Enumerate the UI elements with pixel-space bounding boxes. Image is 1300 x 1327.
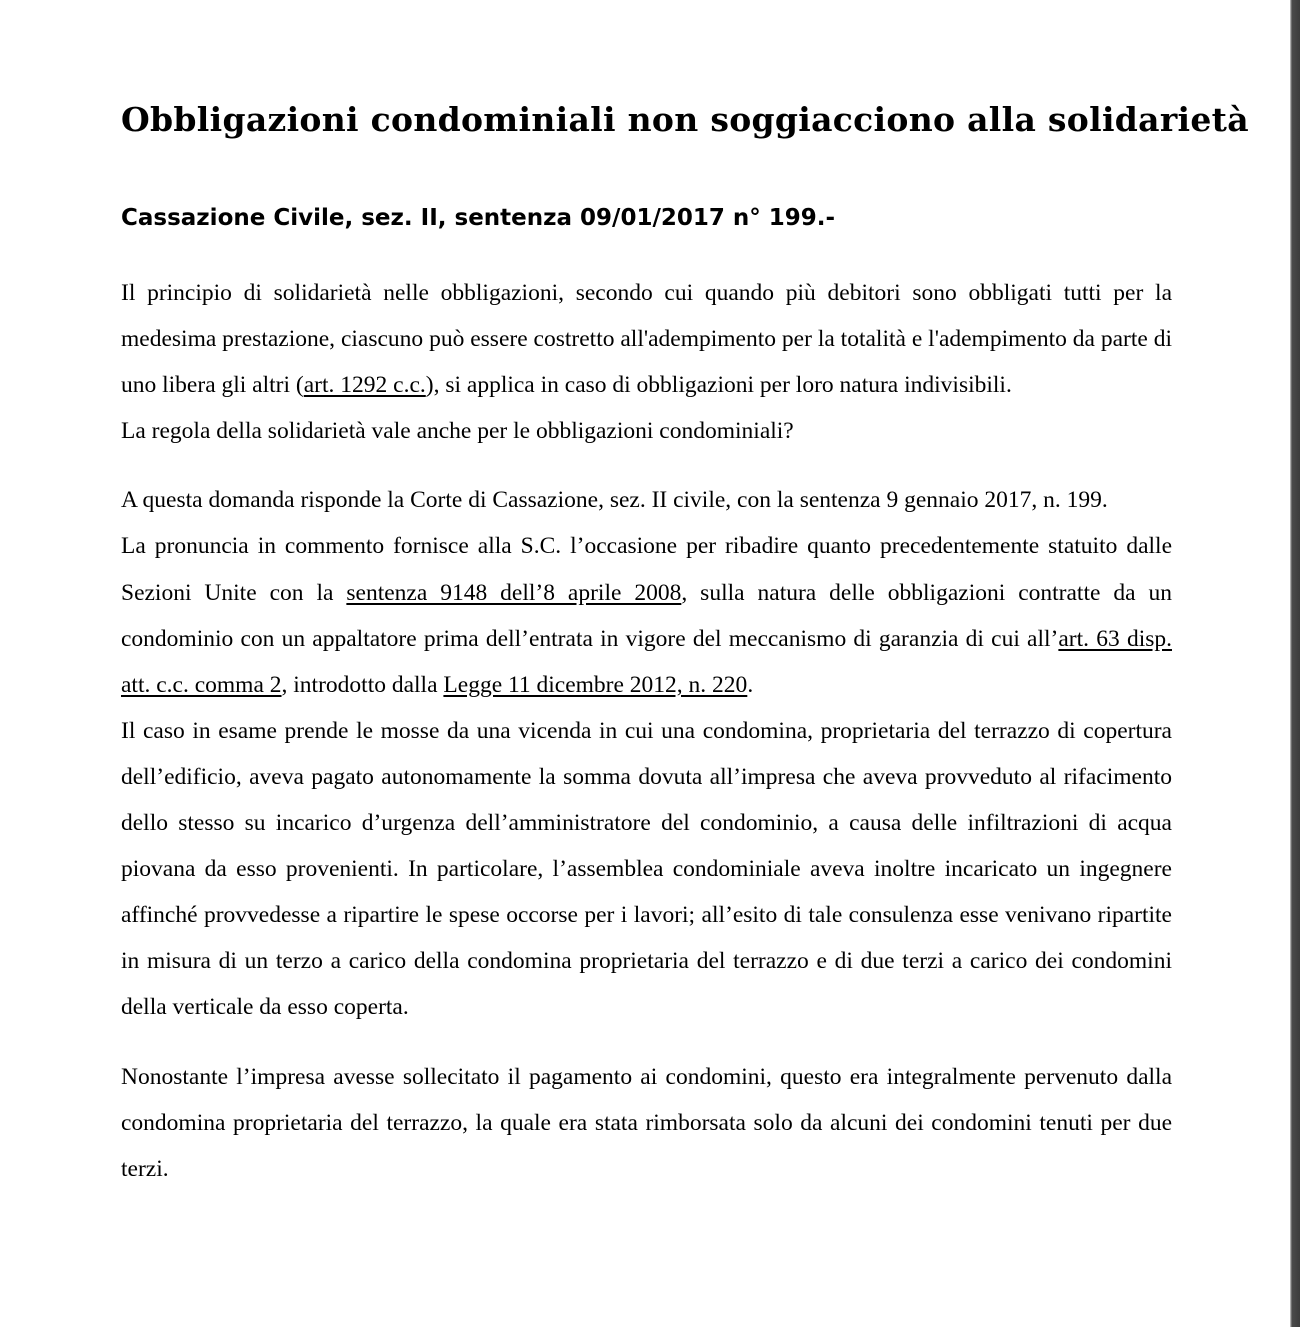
link-sentenza-9148[interactable]: sentenza 9148 dell’8 aprile 2008 — [346, 579, 682, 606]
paragraph-4-text-d: . — [747, 671, 754, 698]
paragraph-1 — [121, 270, 1172, 408]
paragraph-2: La regola della solidarietà vale anche per le obbligazioni condominiali? — [121, 418, 794, 445]
link-art-1292[interactable]: art. 1292 c.c. — [303, 372, 426, 399]
paragraph-4-text-a: La pronuncia in commento fornisce alla S.C. l’occasione per ribadire quanto precedentemente statuito dalle Sezioni Unite con la — [121, 533, 1172, 606]
paragraph-6: Nonostante l’impresa avesse sollecitato il pagamento ai condomini, questo era integralmente pervenuto dalla condomina proprietaria del terrazzo, la quale era stata rimborsata solo da alcuni dei condomini tenuti per due terzi. — [121, 1063, 1172, 1182]
paragraph-5: Il caso in esame prende le mosse da una vicenda in cui una condomina, proprietaria del terrazzo di copertura dell’edificio, aveva pagato autonomamente la somma dovuta all’impresa che aveva provveduto al rifacimento dello stesso su incarico d’urgenza dell’amministratore del condominio, a causa delle infiltrazioni di acqua piovana da esso provenienti. In particolare, l’assemblea condominiale aveva inoltre incaricato un ingegnere affinché provvedesse a ripartire le spese occorse per i lavori; all’esito di tale consulenza esse venivano ripartite in misura di un terzo a carico della condomina proprietaria del terrazzo e di due terzi a carico dei condomini della verticale da esso coperta. — [121, 717, 1172, 1021]
window-edge-shadow — [1290, 0, 1300, 1327]
paragraph-4-text-c: , introdotto dalla — [281, 671, 444, 698]
paragraph-1-text-b: ), si applica in caso di obbligazioni per loro natura indivisibili. — [425, 372, 1012, 399]
article-body — [121, 270, 1172, 1192]
paragraph-3: A questa domanda risponde la Corte di Cassazione, sez. II civile, con la sentenza 9 gennaio 2017, n. 199. — [121, 487, 1108, 514]
article-title: Obbligazioni condominiali non soggiacciono alla solidarietà — [121, 100, 1249, 139]
paragraph-4 — [121, 523, 1172, 707]
link-art-63[interactable]: art. 63 disp. att. c.c. comma 2 — [121, 625, 1172, 698]
link-legge-220[interactable]: Legge 11 dicembre 2012, n. 220 — [443, 671, 748, 698]
paragraph-1-text-a: Il principio di solidarietà nelle obbligazioni, secondo cui quando più debitori sono obbligati tutti per la medesima prestazione, ciascuno può essere costretto all'adempimento per la totalità e l'adempimento da parte di uno libera gli altri ( — [121, 280, 1172, 399]
article-subtitle: Cassazione Civile, sez. II, sentenza 09/01/2017 n° 199.- — [121, 205, 836, 231]
paragraph-4-text-b: , sulla natura delle obbligazioni contratte da un condominio con un appaltatore prima dell’entrata in vigore del meccanismo di garanzia di cui all’ — [121, 579, 1172, 652]
